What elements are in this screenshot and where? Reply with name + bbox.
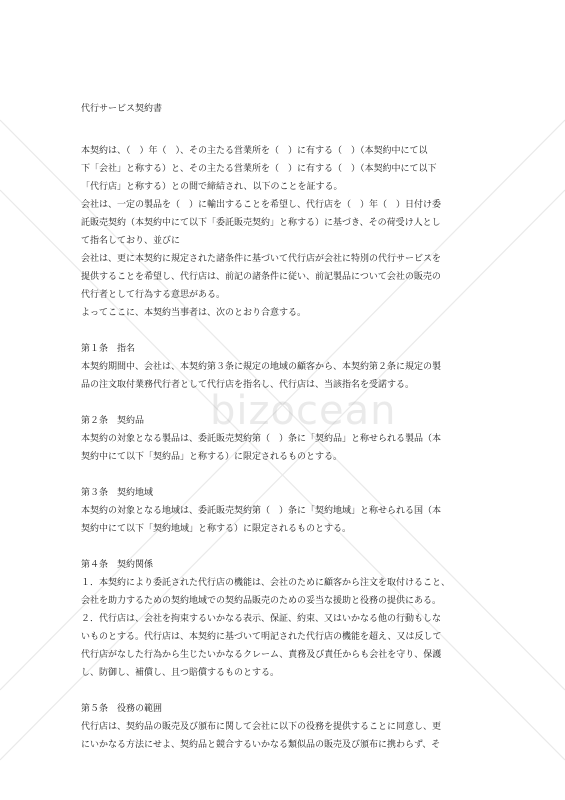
article-line: し、防御し、補償し、且つ賠償するものとする。 (81, 668, 280, 678)
preamble-line: 託販売契約（本契約中にて以下「委託販売契約」と称する）に基づき、その荷受け人とし (81, 218, 441, 228)
articles (81, 322, 493, 754)
article-heading: 第４条 契約関係 (81, 560, 154, 570)
preamble-line: 「代行店」と称する）との間で締結され、以下のことを証する。 (81, 182, 343, 192)
article-line: 会社を助力するための契約地域での契約品販売のための妥当な援助と役務の提供にある。 (81, 596, 442, 606)
article-line: にいかなる方法にせよ、契約品と競合するいかなる類似品の販売及び頒布に携わらず、そ (81, 740, 441, 750)
preamble (81, 142, 493, 322)
section-gap (81, 682, 493, 700)
article-line: 契約中にて以下「契約品」と称する）に限定されるものとする。 (81, 452, 343, 462)
preamble-line: 提供することを希望し、代行店は、前記の諸条件に従い、前記製品について会社の販売の (81, 272, 441, 282)
article-line: 本契約の対象となる製品は、委託販売契約第（ ）条に「契約品」と称せられる製品（本 (81, 434, 442, 444)
article-line: 代行店がなした行為から生じたいかなるクレーム、責務及び責任からも会社を守り、保護 (81, 650, 442, 660)
preamble-line: 本契約は、（ ）年（ ）、その主たる営業所を（ ）に有する（ ）（本契約中にて以 (81, 146, 428, 156)
article-line: ２．代行店は、会社を拘束するいかなる表示、保証、約束、又はいかなる他の行動もしな (81, 614, 442, 624)
article-line: 代行店は、契約品の販売及び頒布に関して会社に以下の役務を提供することに同意し、更 (81, 722, 442, 732)
article-heading: 第１条 指名 (81, 344, 136, 354)
article-line: いものとする。代行店は、本契約に基づいて明記された代行店の機能を超え、又は反して (81, 632, 442, 642)
watermark-text: bizocean (210, 388, 397, 434)
article-section (81, 412, 493, 466)
article-section (81, 340, 493, 394)
document-body (81, 103, 493, 754)
section-gap (81, 538, 493, 556)
article-section (81, 700, 493, 754)
preamble-line: 会社は、一定の製品を（ ）に輸出することを希望し、代行店を（ ）年（ ）日付け委 (81, 200, 442, 210)
article-line: 品の注文取付業務代行者として代行店を指名し、代行店は、当該指名を受諾する。 (81, 380, 415, 390)
section-gap (81, 394, 493, 412)
article-section (81, 484, 493, 538)
article-line: １．本契約により委託された代行店の機能は、会社のために顧客から注文を取付けること、 (81, 578, 451, 588)
document-title: 代行サービス契約書 (81, 104, 163, 114)
preamble-line: 下「会社」と称する）と、その主たる営業所を（ ）に有する（ ）（本契約中にて以下 (81, 164, 437, 174)
article-section (81, 556, 493, 682)
section-gap (81, 322, 493, 340)
article-line: 本契約の対象となる地域は、委託販売契約第（ ）条に「契約地域」と称せられる国（本 (81, 506, 442, 516)
article-heading: 第５条 役務の範囲 (81, 704, 163, 714)
article-line: 契約中にて以下「契約地域」と称する）に限定されるものとする。 (81, 524, 352, 534)
article-line: 本契約期間中、会社は、本契約第３条に規定の地域の顧客から、本契約第２条に規定の製 (81, 362, 442, 372)
preamble-line: よってここに、本契約当事者は、次のとおり合意する。 (81, 308, 307, 318)
article-heading: 第３条 契約地域 (81, 488, 154, 498)
preamble-line: 代行者として行為する意思がある。 (81, 290, 226, 300)
preamble-line: 会社は、更に本契約に規定された諸条件に基づいて代行店が会社に特別の代行サービスを (81, 254, 442, 264)
section-gap (81, 466, 493, 484)
preamble-line: て指名しており、並びに (81, 236, 181, 246)
article-heading: 第２条 契約品 (81, 416, 145, 426)
